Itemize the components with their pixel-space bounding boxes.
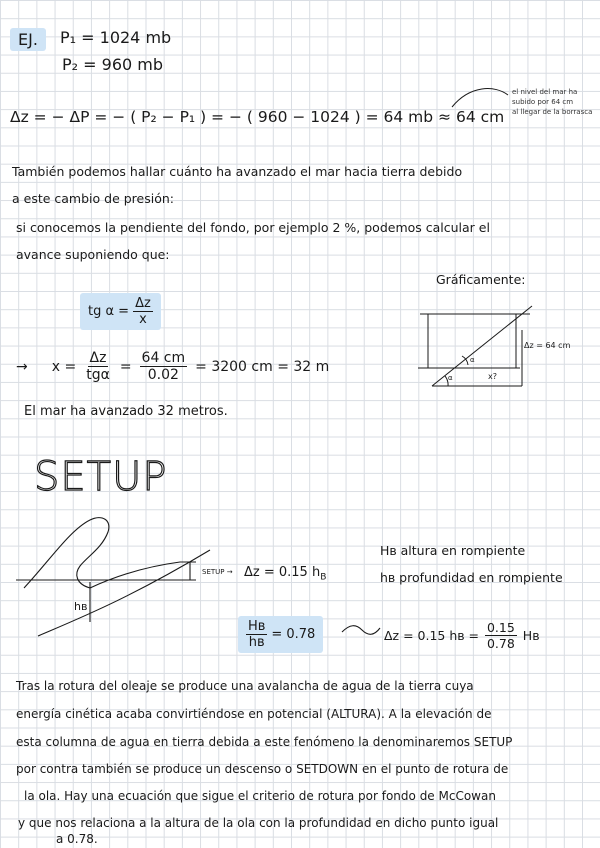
paragraph2-line2: energía cinética acaba convirtiéndose en potencial (ALTURA). A la elevación de — [16, 707, 492, 721]
x-frac2-num: 64 cm — [141, 350, 186, 366]
x-frac2-den: 0.02 — [147, 367, 179, 383]
graphic-dz-label: Δz = 64 cm — [524, 341, 571, 350]
dz-equation-3 — [384, 620, 539, 651]
x-result: = 3200 cm = 32 m — [195, 358, 330, 375]
sea-level-note-2: subido por 64 cm — [512, 98, 574, 106]
ratio-value: = 0.78 — [271, 627, 316, 642]
setup-dz-sub: B — [320, 572, 327, 583]
conclusion-text: El mar ha avanzado 32 metros. — [24, 404, 228, 419]
tangent-den: x — [139, 312, 147, 327]
eq3-lhs: Δz = 0.15 hʙ = — [384, 628, 479, 643]
delta-z-equation: Δz = − ΔP = − ( P₂ − P₁ ) = − ( 960 − 1024 ) = 64 mb ≈ 64 cm — [10, 108, 505, 126]
hb-depth-label: hʙ — [74, 600, 88, 613]
eq3-fraction — [485, 620, 517, 651]
paragraph2-line1: Tras la rotura del oleaje se produce una avalancha de agua de la tierra cuya — [16, 679, 474, 693]
sea-level-note-1: el nivel del mar ha — [512, 88, 578, 96]
arrow-icon: → — [16, 358, 28, 375]
pressure-p2: P₂ = 960 mb — [62, 55, 164, 74]
graphic-alpha-1: α — [448, 374, 453, 382]
x-eq: x = — [51, 358, 77, 375]
paragraph2-line3: esta columna de agua en tierra debida a este fenómeno la denominaremos SETUP — [16, 735, 513, 749]
paragraph2-line4: por contra también se produce un descenso o SETDOWN en el punto de rotura de — [16, 762, 509, 776]
sea-level-note-3: al llegar de la borrasca — [512, 108, 593, 116]
tangent-lhs: tg α = — [88, 304, 130, 319]
paragraph2-line6: y que nos relaciona a la altura de la ola con la profundidad en dicho punto igual — [18, 816, 499, 830]
x-frac1-num: Δz — [89, 350, 107, 366]
setup-arrow-label: SETUP → — [202, 568, 233, 576]
paragraph1-line2: a este cambio de presión: — [12, 191, 174, 206]
x-eq-sign: = — [119, 358, 132, 375]
setup-dz-text: Δz = 0.15 h — [244, 565, 321, 580]
ej-label: EJ. — [10, 28, 46, 51]
eq3-rhs: Hʙ — [522, 628, 540, 643]
paragraph1-line4: avance suponiendo que: — [16, 247, 170, 262]
ratio-den: hʙ — [248, 635, 265, 650]
pressure-p1: P₁ = 1024 mb — [60, 28, 172, 47]
tangent-num: Δz — [135, 296, 151, 311]
definition-HB: Hʙ altura en rompiente — [380, 543, 526, 558]
setup-title: SETUP — [34, 454, 168, 500]
ratio-num: Hʙ — [248, 619, 266, 634]
graphic-title: Gráficamente: — [436, 272, 526, 287]
graphic-x-label: x? — [488, 372, 497, 381]
eq3-den: 0.78 — [486, 636, 515, 651]
paragraph2-line5: la ola. Hay una ecuación que sigue el criterio de rotura por fondo de McCowan — [24, 789, 496, 803]
x-frac1-den: tgα — [86, 367, 110, 383]
graphic-alpha-2: α — [470, 356, 475, 364]
paragraph2-line7: a 0.78. — [56, 832, 98, 846]
definition-hB: hʙ profundidad en rompiente — [380, 570, 563, 585]
paragraph1-line3: si conocemos la pendiente del fondo, por ejemplo 2 %, podemos calcular el — [16, 220, 490, 235]
paragraph1-line1: También podemos hallar cuánto ha avanzado el mar hacia tierra debido — [12, 164, 463, 179]
eq3-num: 0.15 — [486, 620, 515, 635]
